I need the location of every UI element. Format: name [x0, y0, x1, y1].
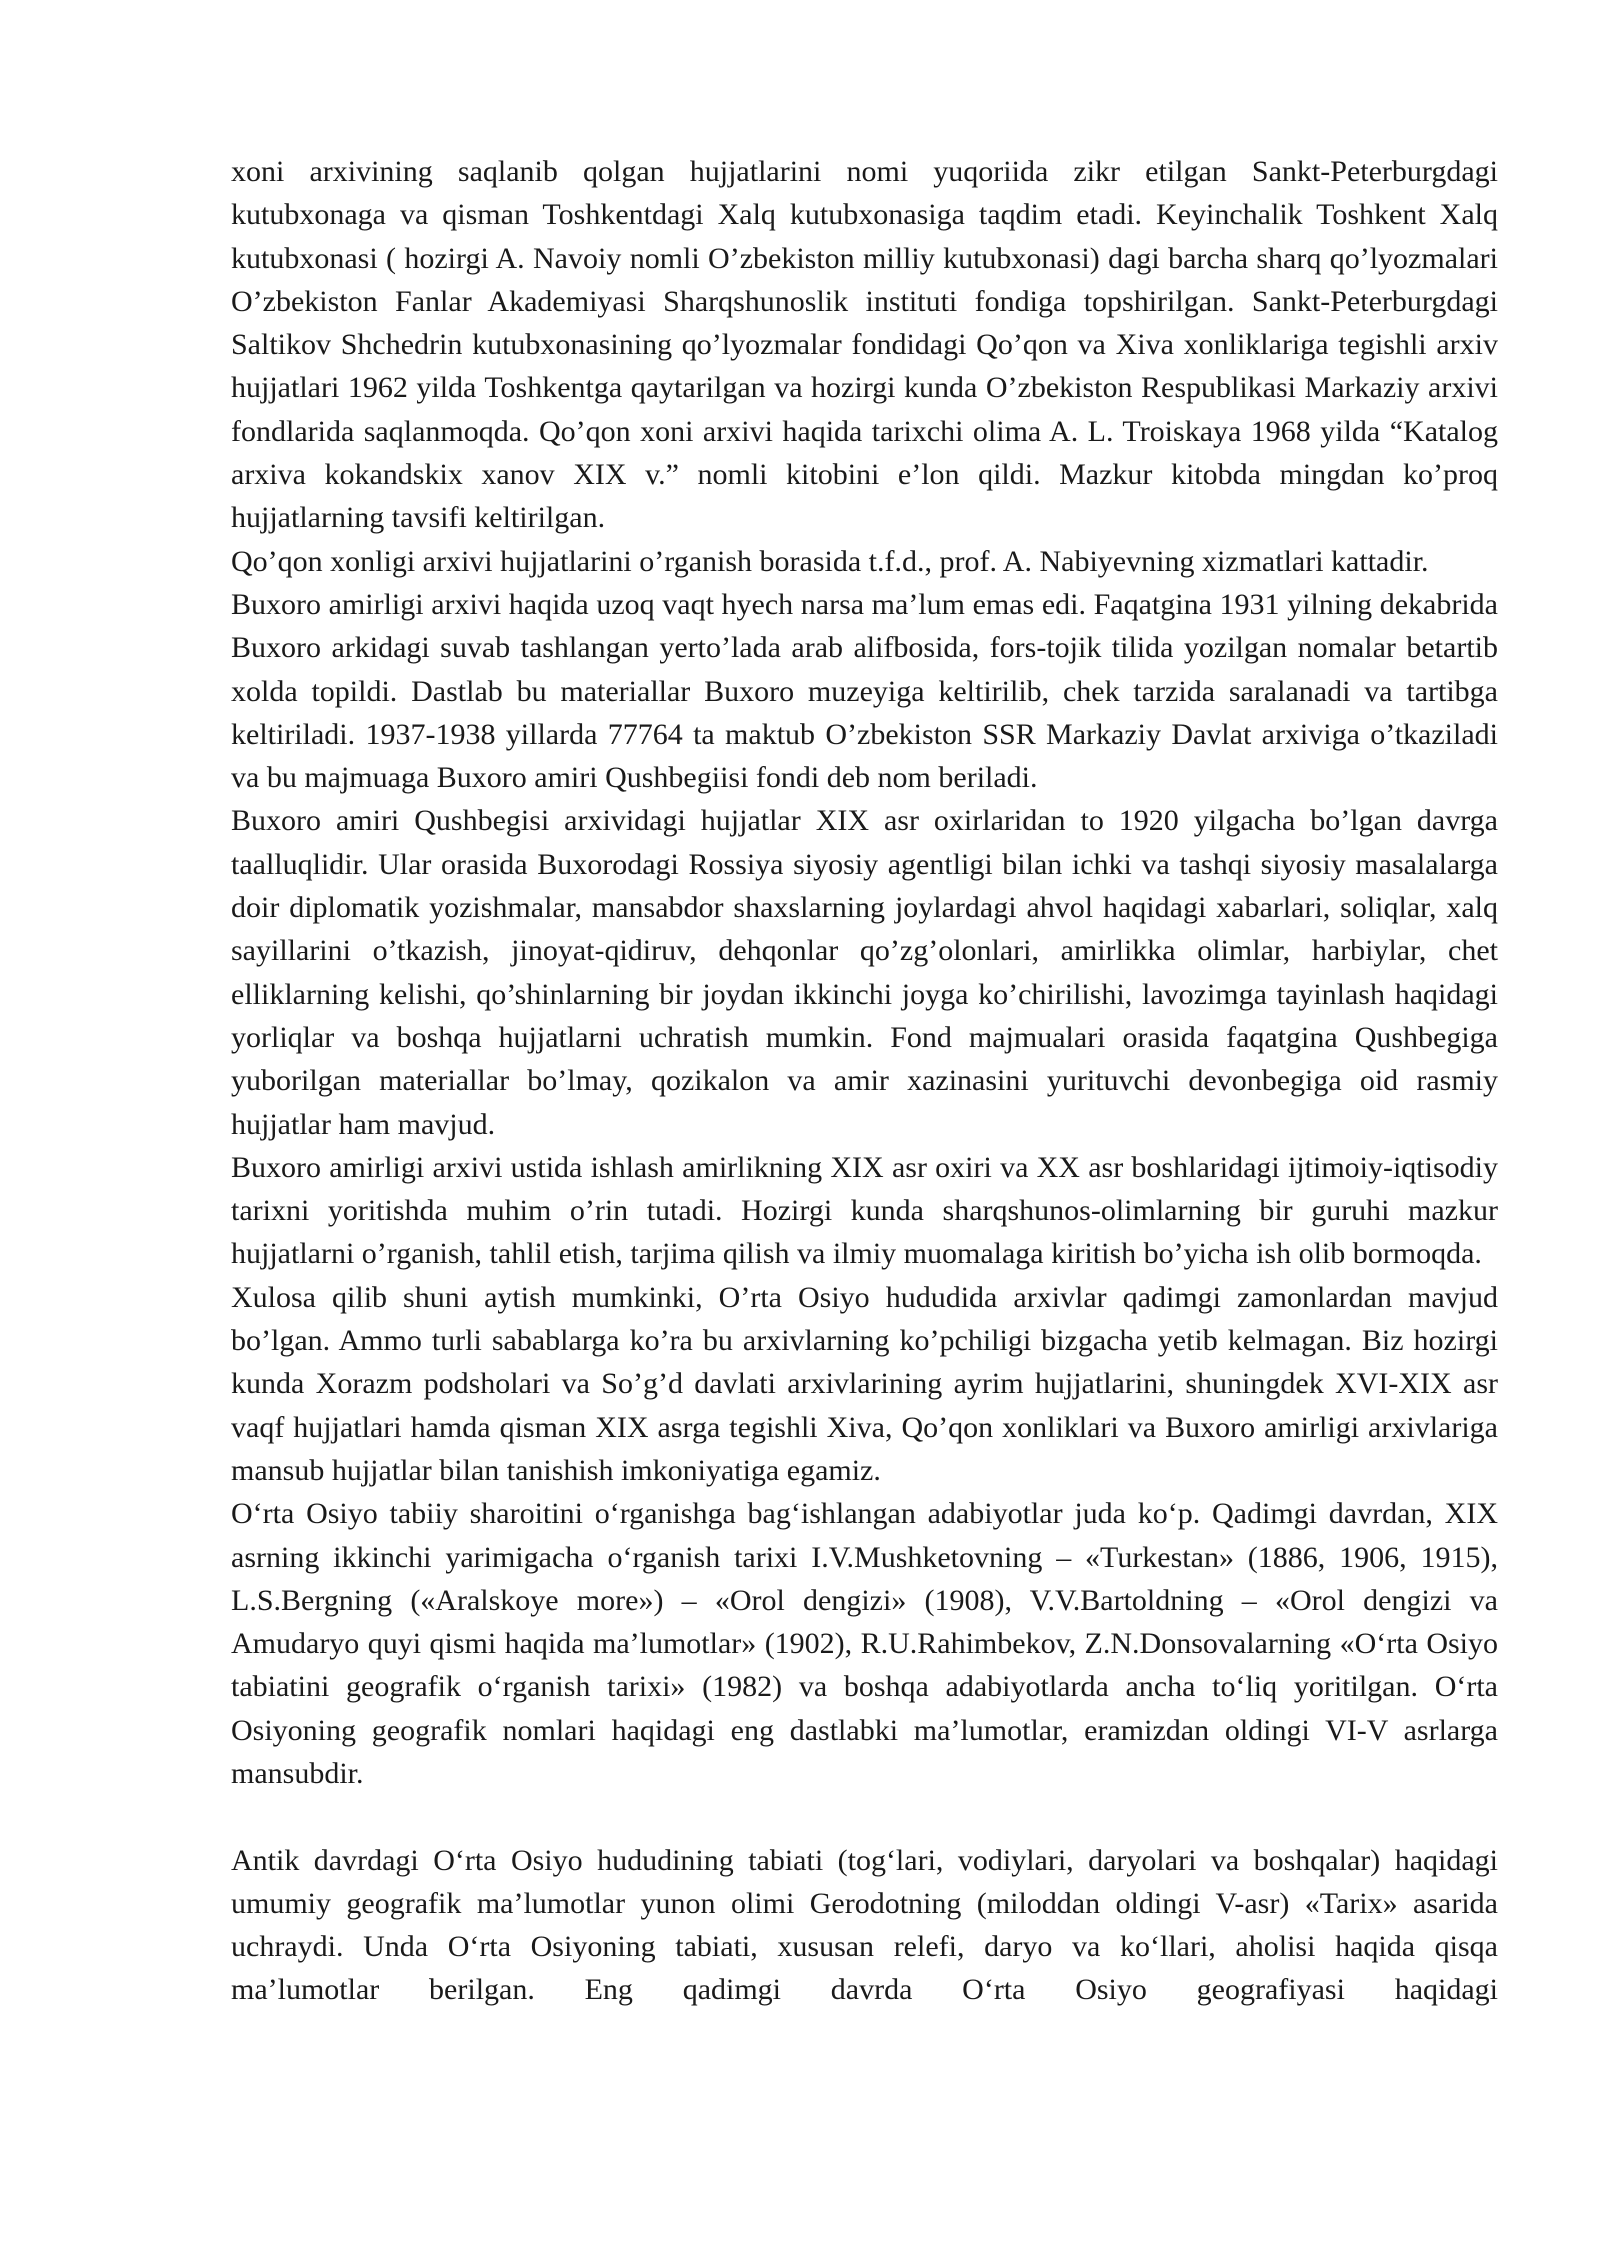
paragraph-tabiiy-sharoit: O‘rta Osiyo tabiiy sharoitini o‘rganishga bag‘ishlangan adabiyotlar juda ko‘p. Qadimgi davrdan, XIX asrning ikkinchi yarimigacha o‘rganish tarixi I.V.Mushketovning – «Turkestan» (1886, 1906, 1915), L.S.Bergning («Aralskoye more») – «Orol dengizi» (1908), V.V.Bartoldning – «Orol dengizi va Amudaryo quyi qismi haqida ma’lumotlar» (1902), R.U.Rahimbekov, Z.N.Donsovalarning «O‘rta Osiyo tabiatini geografik o‘rganish tarixi» (1982) va boshqa adabiyotlarda ancha to‘liq yoritilgan. O‘rta Osiyoning geografik nomlari haqidagi eng dastlabki ma’lumotlar, eramizdan oldingi VI-V asrlarga mansubdir.: [231, 1497, 1498, 1790]
paragraph-nabiyev: Qo’qon xonligi arxivi hujjatlarini o’rganish borasida t.f.d., prof. A. Nabiyevning xizmatlari kattadir.: [231, 544, 1429, 578]
paragraph-buxoro-arxivi: Buxoro amirligi arxivi haqida uzoq vaqt hyech narsa ma’lum emas edi. Faqatgina 1931 yilning dekabrida Buxoro arkidagi suvab tashlangan yerto’lada arab alifbosida, fors-tojik tilida yozilgan nomalar betartib xolda topildi. Dastlab bu materiallar Buxoro muzeyiga keltirilib, chek tarzida saralanadi va tartibga keltiriladi. 1937-1938 yillarda 77764 ta maktub O’zbekiston SSR Markaziy Davlat arxiviga o’tkaziladi va bu majmuaga Buxoro amiri Qushbegiisi fondi deb nom beriladi.: [231, 587, 1498, 795]
paragraph-antik-davr: Antik davrdagi O‘rta Osiyo hududining tabiati (tog‘lari, vodiylari, daryolari va boshqalar) haqidagi umumiy geografik ma’lumotlar yunon olimi Gerodotning (miloddan oldingi V-asr) «Tarix» asarida uchraydi. Unda O‘rta Osiyoning tabiati, xususan relefi, daryo va ko‘llari, aholisi haqida qisqa ma’lumotlar berilgan. Eng qadimgi davrda O‘rta Osiyo geografiyasi haqidagi: [231, 1843, 1498, 2007]
paragraph-buxoro-ijtimoiy: Buxoro amirligi arxivi ustida ishlash amirlikning XIX asr oxiri va XX asr boshlaridagi ijtimoiy-iqtisodiy tarixni yoritishda muhim o’rin tutadi. Hozirgi kunda sharqshunos-olimlarning bir guruhi mazkur hujjatlarni o’rganish, tahlil etish, tarjima qilish va ilmiy muomalaga kiritish bo’yicha ish olib bormoqda.: [231, 1150, 1498, 1271]
paragraph-archive-kutubxona: xoni arxivining saqlanib qolgan hujjatlarini nomi yuqoriida zikr etilgan Sankt-Peterburgdagi kutubxonaga va qisman Toshkentdagi Xalq kutubxonasiga taqdim etadi. Keyinchalik Toshkent Xalq kutubxonasi ( hozirgi A. Navoiy nomli O’zbekiston milliy kutubxonasi) dagi barcha sharq qo’lyozmalari O’zbekiston Fanlar Akademiyasi Sharqshunoslik instituti fondiga topshirilgan. Sankt-Peterburgdagi Saltikov Shchedrin kutubxonasining qo’lyozmalar fondidagi Qo’qon va Xiva xonliklariga tegishli arxiv hujjatlari 1962 yilda Toshkentga qaytarilgan va hozirgi kunda O’zbekiston Respublikasi Markaziy arxivi fondlarida saqlanmoqda. Qo’qon xoni arxivi haqida tarixchi olima A. L. Troiskaya 1968 yilda “Katalog arxiva kokandskix xanov XIX v.” nomli kitobini e’lon qildi. Mazkur kitobda mingdan ko’proq hujjatlarning tavsifi keltirilgan.: [231, 155, 1498, 535]
paragraph-gap: [231, 1795, 1498, 1838]
document-page: [231, 150, 1498, 2012]
paragraph-qushbegi-hujjatlar: Buxoro amiri Qushbegisi arxividagi hujjatlar XIX asr oxirlaridan to 1920 yilgacha bo’lgan davrga taalluqlidir. Ular orasida Buxorodagi Rossiya siyosiy agentligi bilan ichki va tashqi siyosiy masalalarga doir diplomatik yozishmalar, mansabdor shaxslarning joylardagi ahvol haqidagi xabarlari, soliqlar, xalq sayillarini o’tkazish, jinoyat-qidiruv, dehqonlar qo’zg’olonlari, amirlikka olimlar, harbiylar, chet elliklarning kelishi, qo’shinlarning bir joydan ikkinchi joyga ko’chirilishi, lavozimga tayinlash haqidagi yorliqlar va boshqa hujjatlarni uchratish mumkin. Fond majmualari orasida faqatgina Qushbegiga yuborilgan materiallar bo’lmay, qozikalon va amir xazinasini yurituvchi devonbegiga oid rasmiy hujjatlar ham mavjud.: [231, 804, 1498, 1141]
paragraph-xulosa: Xulosa qilib shuni aytish mumkinki, O’rta Osiyo hududida arxivlar qadimgi zamonlardan mavjud bo’lgan. Ammo turli sabablarga ko’ra bu arxivlarning ko’pchiligi bizgacha yetib kelmagan. Biz hozirgi kunda Xorazm podsholari va So’g’d davlati arxivlarining ayrim hujjatlarini, shuningdek XVI-XIX asr vaqf hujjatlari hamda qisman XIX asrga tegishli Xiva, Qo’qon xonliklari va Buxoro amirligi arxivlariga mansub hujjatlar bilan tanishish imkoniyatiga egamiz.: [231, 1280, 1498, 1487]
